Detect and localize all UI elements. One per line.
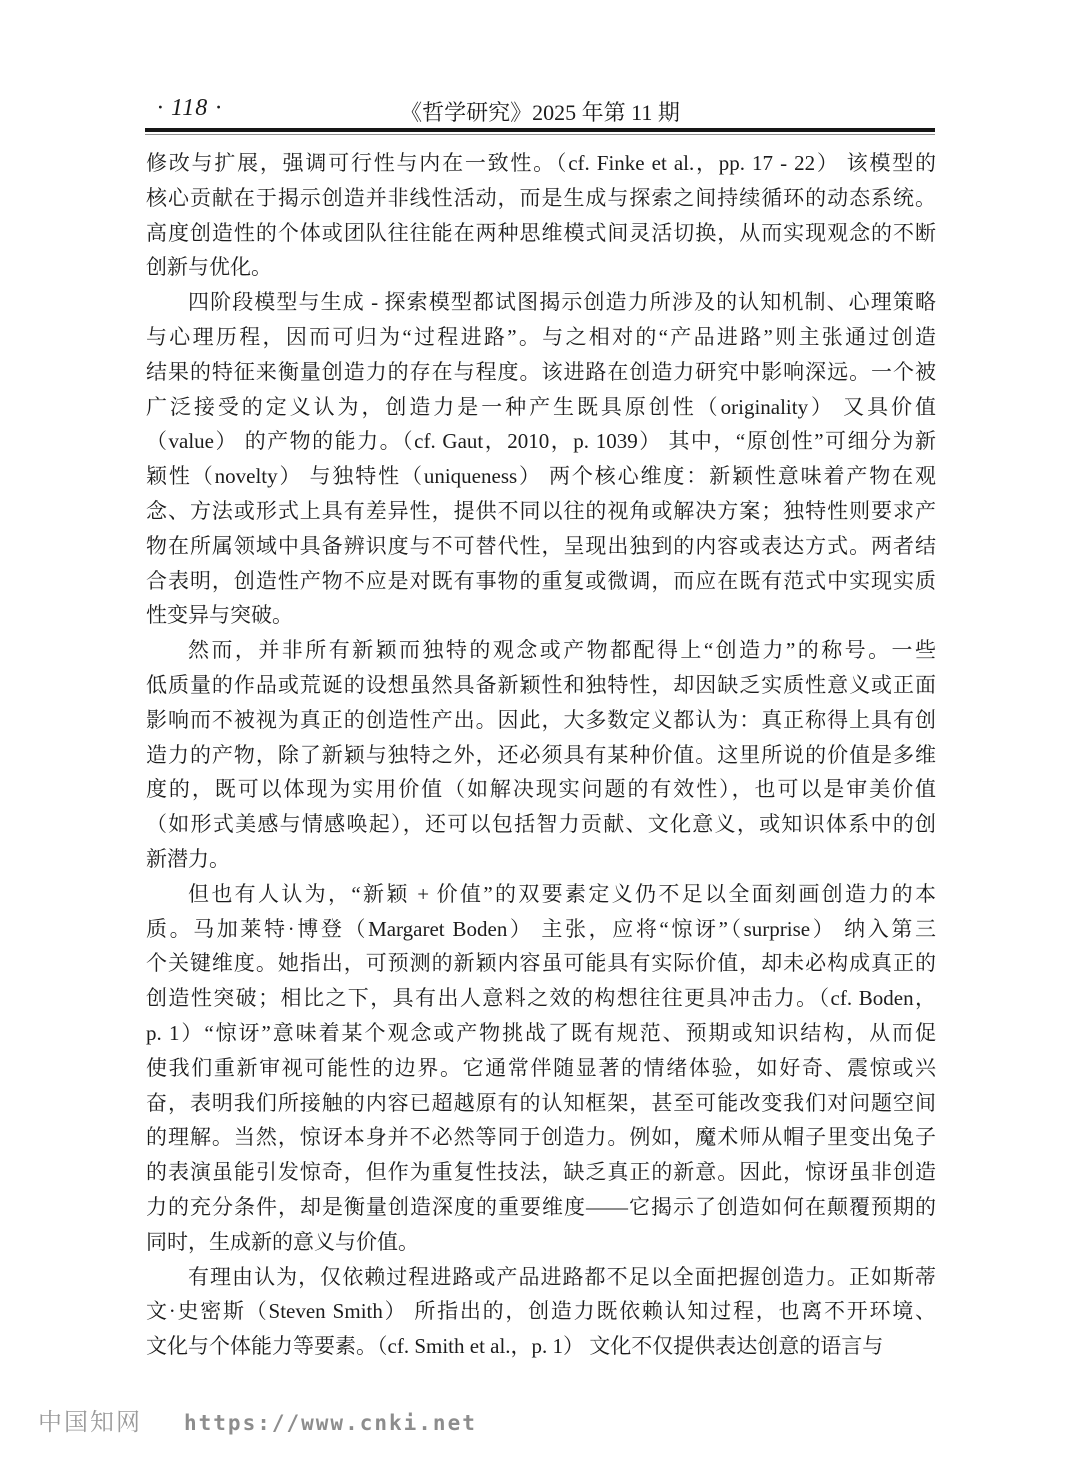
journal-title: 《哲学研究》2025 年第 11 期 (400, 100, 680, 125)
text-line: 文·史密斯（Steven Smith） 所指出的，创造力既依赖认知过程，也离不开环境、 (146, 1299, 936, 1324)
text-line: 修改与扩展，强调可行性与内在一致性。（cf. Finke et al.，pp. 17 - 22） 该模型的 (146, 151, 936, 175)
text-line: 文化与个体能力等要素。（cf. Smith et al.，p. 1） 文化不仅提供表达创意的语言与 (146, 1334, 884, 1359)
page-footer (38, 1402, 477, 1437)
header-rule-thin (145, 134, 935, 135)
header-rule-thick (145, 128, 935, 132)
text-line: 使我们重新审视可能性的边界。它通常伴随显著的情绪体验，如好奇、震惊或兴 (146, 1055, 936, 1080)
text-line: 然而，并非所有新颖而独特的观念或产物都配得上“创造力”的称号。一些 (188, 638, 936, 663)
cnki-watermark: 中国知网 (38, 1410, 142, 1436)
text-line: 高度创造性的个体或团队往往能在两种思维模式间灵活切换，从而实现观念的不断 (146, 220, 936, 245)
text-line: 力的充分条件，却是衡量创造深度的重要维度——它揭示了创造如何在颠覆预期的 (146, 1194, 936, 1219)
text-line: 创新与优化。 (146, 255, 272, 280)
text-line: 低质量的作品或荒诞的设想虽然具备新颖性和独特性，却因缺乏实质性意义或正面 (146, 672, 936, 697)
text-line: 性变异与突破。 (146, 603, 293, 628)
text-line: 造力的产物，除了新颖与独特之外，还必须具有某种价值。这里所说的价值是多维 (146, 742, 936, 767)
text-line: 念、方法或形式上具有差异性，提供不同以往的视角或解决方案；独特性则要求产 (146, 498, 936, 523)
text-line: 个关键维度。她指出，可预测的新颖内容虽可能具有实际价值，却未必构成真正的 (146, 951, 936, 976)
header-rule (145, 128, 935, 135)
text-line: （如形式美感与情感唤起），还可以包括智力贡献、文化意义，或知识体系中的创 (146, 812, 936, 837)
text-line: 颖性（novelty） 与独特性（uniqueness） 两个核心维度：新颖性意味着产物在观 (146, 464, 936, 489)
text-line: 结果的特征来衡量创造力的存在与程度。该进路在创造力研究中影响深远。一个被 (146, 359, 936, 384)
text-line: p. 1）“惊讶”意味着某个观念或产物挑战了既有规范、预期或知识结构，从而促 (146, 1020, 936, 1045)
text-line: 的理解。当然，惊讶本身并不必然等同于创造力。例如，魔术师从帽子里变出兔子 (146, 1125, 936, 1150)
text-line: 同时，生成新的意义与价值。 (146, 1229, 419, 1254)
text-line: 新潜力。 (146, 846, 230, 871)
text-line: 质。马加莱特·博登（Margaret Boden） 主张，应将“惊讶”（surprise） 纳入第三 (146, 916, 936, 941)
text-line: 影响而不被视为真正的创造性产出。因此，大多数定义都认为：真正称得上具有创 (146, 707, 936, 732)
text-line: 的表演虽能引发惊奇，但作为重复性技法，缺乏真正的新意。因此，惊讶虽非创造 (146, 1160, 936, 1185)
text-line: 奋，表明我们所接触的内容已超越原有的认知框架，甚至可能改变我们对问题空间 (146, 1090, 936, 1115)
text-line: （value） 的产物的能力。（cf. Gaut，2010，p. 1039） 其中，“原创性”可细分为新 (146, 429, 936, 454)
page-number: · 118 · (157, 95, 223, 121)
text-line: 四阶段模型与生成 - 探索模型都试图揭示创造力所涉及的认知机制、心理策略 (188, 290, 936, 315)
text-line: 核心贡献在于揭示创造并非线性活动，而是生成与探索之间持续循环的动态系统。 (146, 185, 936, 210)
text-line: 物在所属领域中具备辨识度与不可替代性，呈现出独到的内容或表达方式。两者结 (146, 533, 936, 558)
text-line: 创造性突破；相比之下，具有出人意料之效的构想往往更具冲击力。（cf. Boden， (146, 986, 936, 1011)
text-line: 有理由认为，仅依赖过程进路或产品进路都不足以全面把握创造力。正如斯蒂 (188, 1264, 936, 1289)
text-line: 与心理历程，因而可归为“过程进路”。与之相对的“产品进路”则主张通过创造 (146, 324, 936, 349)
text-line: 广泛接受的定义认为，创造力是一种产生既具原创性（originality） 又具价值 (146, 394, 936, 419)
cnki-url: https://www.cnki.net (184, 1411, 477, 1435)
body-text (146, 146, 936, 1364)
text-line: 度的，既可以体现为实用价值（如解决现实问题的有效性），也可以是审美价值 (146, 777, 936, 802)
page-header (145, 94, 935, 128)
text-line: 合表明，创造性产物不应是对既有事物的重复或微调，而应在既有范式中实现实质 (146, 568, 936, 593)
text-line: 但也有人认为，“新颖 + 价值”的双要素定义仍不足以全面刻画创造力的本 (188, 881, 936, 906)
